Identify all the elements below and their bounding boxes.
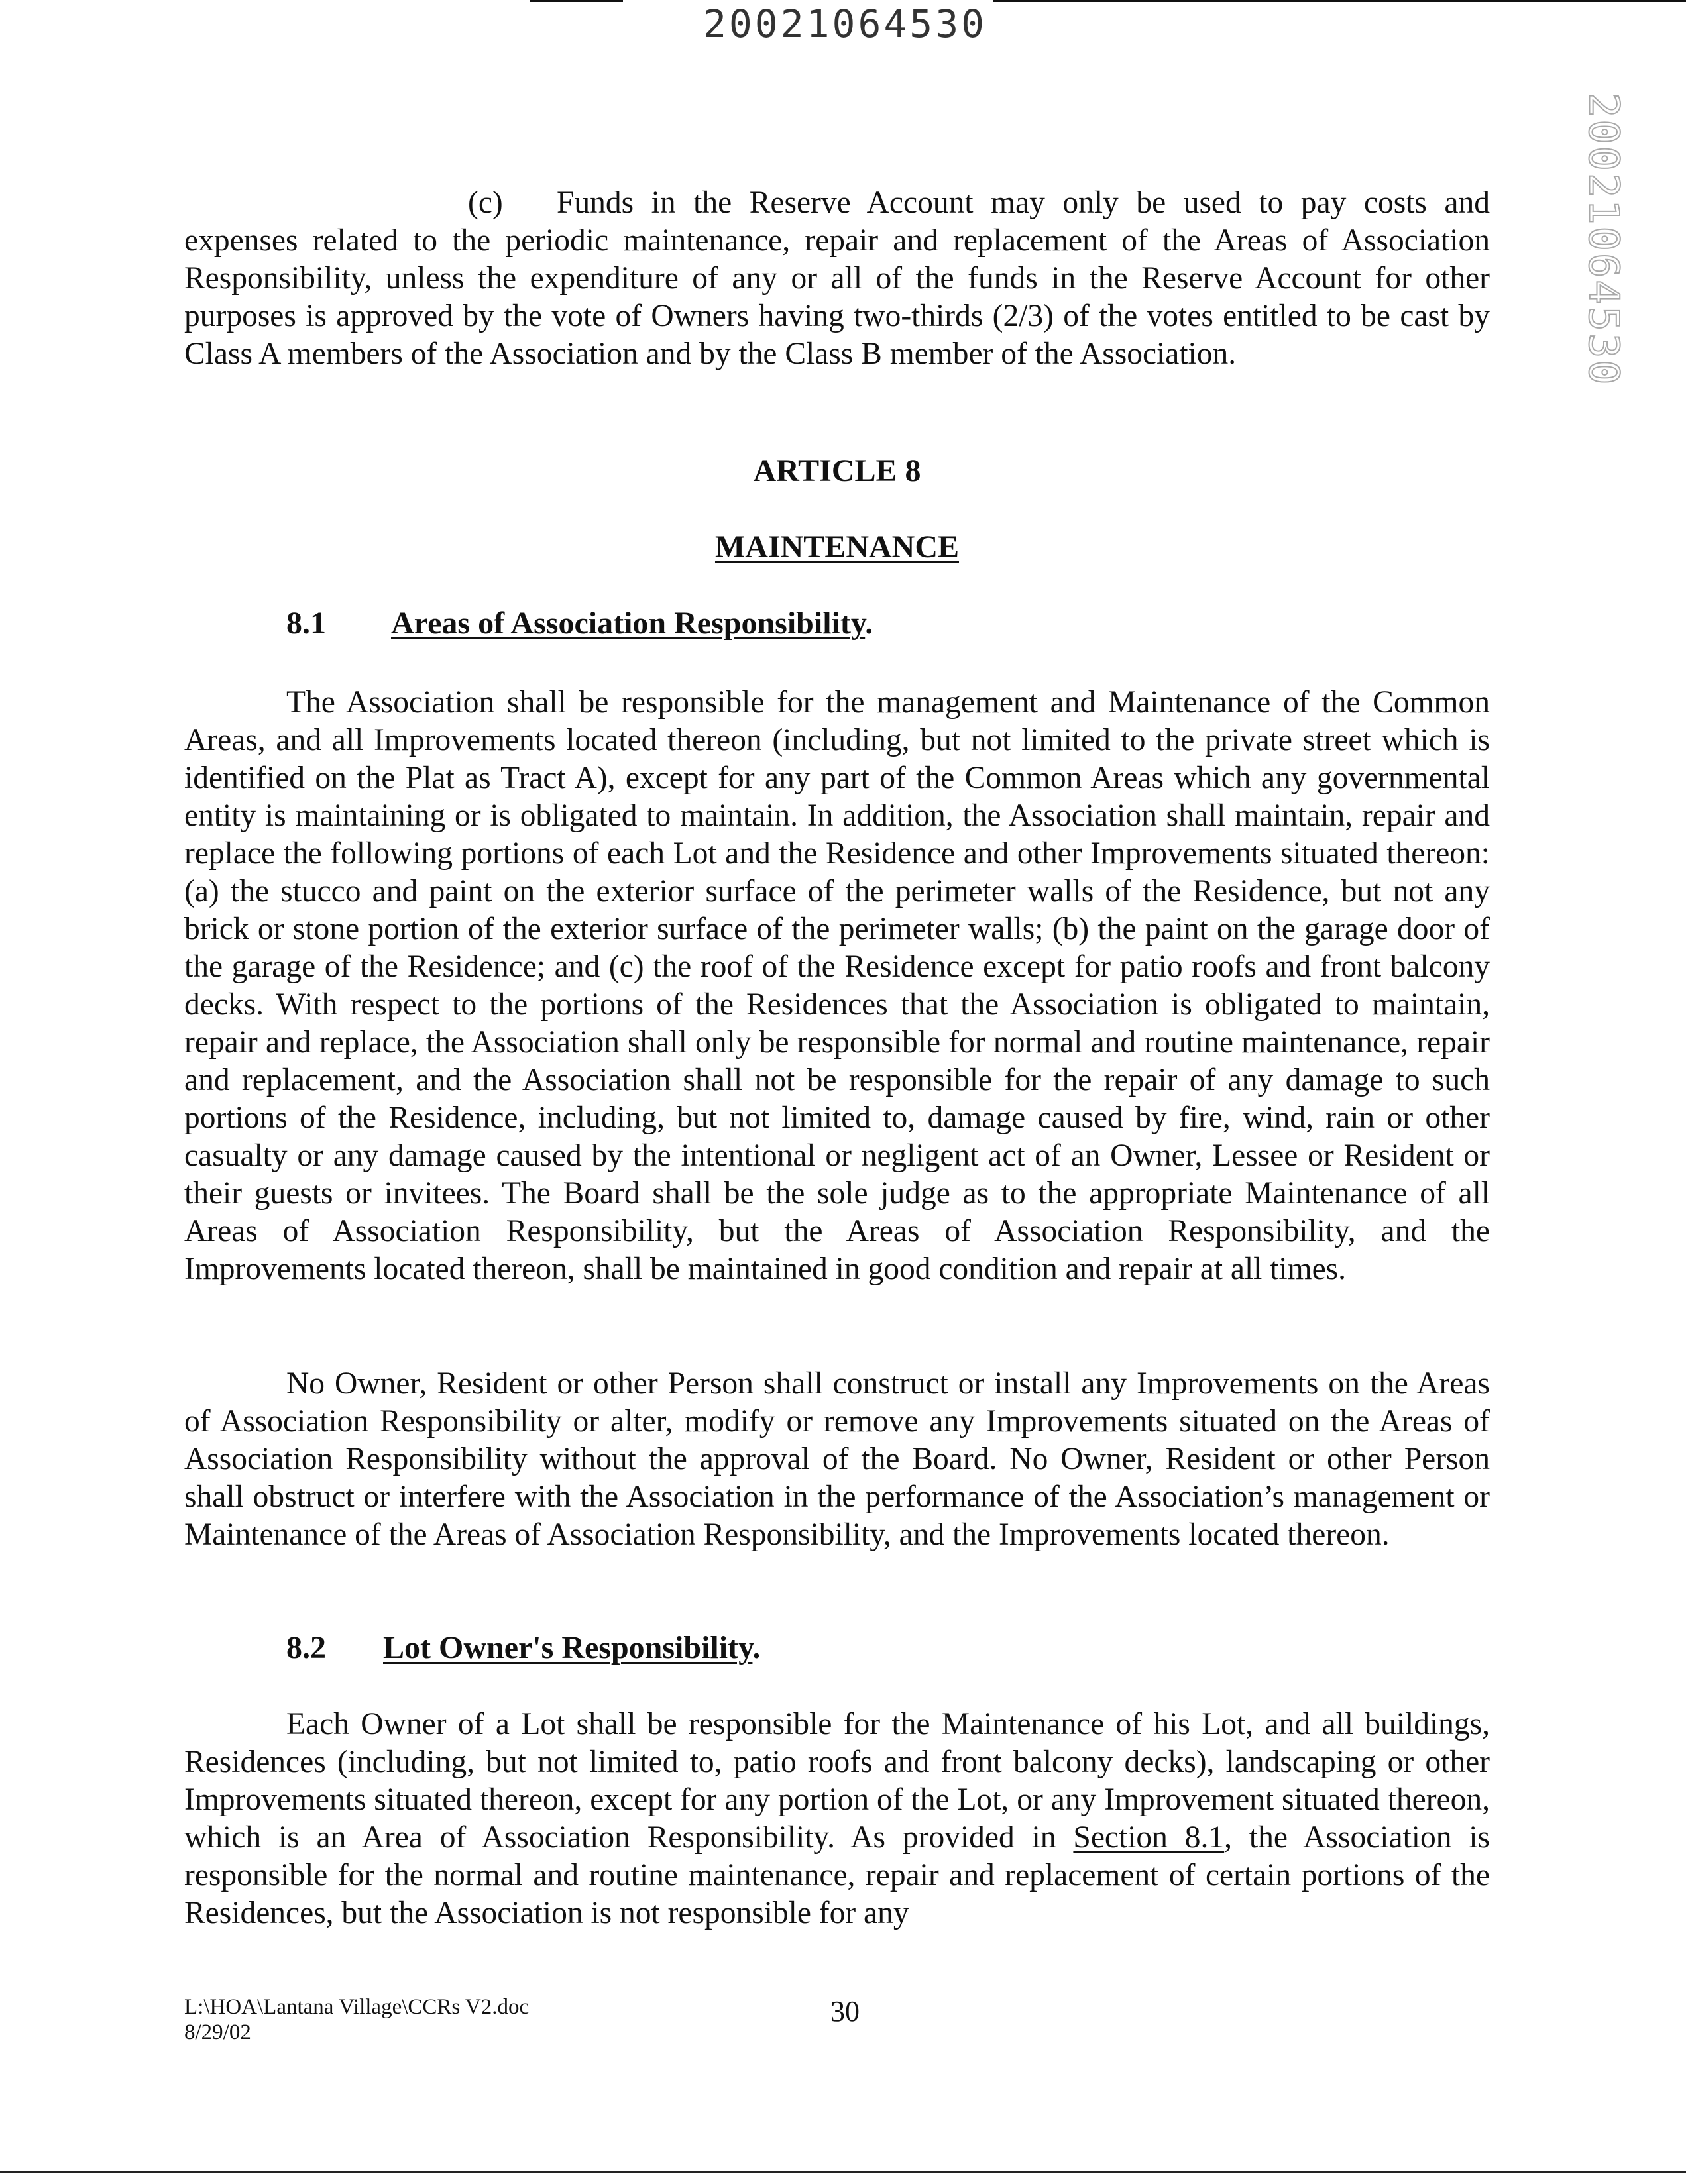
paragraph-c-label: (c) — [468, 186, 503, 220]
section-8-2-paragraph-end: , the Association is responsible for the normal and routine maintenance, repair and replacement of certain portions of the Residences, but the Association is not responsible for any — [184, 1820, 1490, 1930]
section-8-1-title: Areas of Association Responsibility — [391, 606, 866, 641]
paragraph-c-body: Funds in the Reserve Account may only be used to pay costs and expenses related to the periodic maintenance, repair and replacement of the Areas of Association Responsibility, unless the expenditure of any or all of the funds in the Reserve Account for other purposes is approved by the vote of Owners having two-thirds (2/3) of the votes entitled to be cast by Class A members of the Association and by the Class B member of the Association. — [184, 186, 1490, 371]
recording-number: 20021064530 — [702, 1, 987, 46]
section-8-2-title: Lot Owner's Responsibility — [383, 1630, 753, 1665]
side-recording-stamp — [1579, 93, 1628, 387]
footer-file-path: L:\HOA\Lantana Village\CCRs V2.doc — [184, 1995, 530, 2019]
section-8-2-paragraph-start: Each Owner of a Lot shall be responsible for the Maintenance of his Lot, and all buildings, Residences (including, but not limited to, patio roofs and front balcony decks), landscaping or other Improvements situated thereon, except for any portion of the Lot, or any Improvement situated thereon, which is an Area of Association Responsibility. As provided in — [184, 1707, 1490, 1855]
top-rule-left — [530, 0, 623, 2]
section-8-2-heading — [286, 1629, 760, 1666]
section-8-1-paragraph-2: No Owner, Resident or other Person shall construct or install any Improvements on the Areas of Association Responsibility or alter, modify or remove any Improvements situated on the Areas of Association Responsibility without the approval of the Board. No Owner, Resident or other Person shall obstruct or interfere with the Association in the performance of the Association’s management or Maintenance of the Areas of Association Responsibility, and the Improvements located thereon. — [184, 1366, 1490, 1552]
paragraph-c — [184, 184, 1490, 373]
section-8-1-paragraph-1: The Association shall be responsible for the management and Maintenance of the Common Areas, and all Improvements located thereon (including, but not limited to the private street which is identified on the Plat as Tract A), except for any part of the Common Areas which any governmental entity is maintaining or is obligated to maintain. In addition, the Association shall maintain, repair and replace the following portions of each Lot and the Residence and other Improvements situated thereon: (a) the stucco and paint on the exterior surface of the perimeter walls of the Residence, but not any brick or stone portion of the exterior surface of the perimeter walls; (b) the paint on the garage door of the garage of the Residence; and (c) the roof of the Residence except for patio roofs and front balcony decks. With respect to the portions of the Residences that the Association is obligated to maintain, repair and replace, the Association shall only be responsible for normal and routine maintenance, repair and replacement, and the Association shall not be responsible for the repair of any damage to such portions of the Residence, including, but not limited to, damage caused by fire, wind, rain or other casualty or any damage caused by the intentional or negligent act of an Owner, Lessee or Resident or their guests or invitees. The Board shall be the sole judge as to the appropriate Maintenance of all Areas of Association Responsibility, but the Areas of Association Responsibility, and the Improvements located thereon, shall be maintained in good condition and repair at all times. — [184, 685, 1490, 1286]
side-stamp-text: 20021064530 — [1579, 93, 1628, 387]
article-title — [184, 528, 1490, 566]
bottom-rule — [0, 2171, 1686, 2173]
page-number: 30 — [830, 1995, 860, 2028]
section-8-1-number: 8.1 — [286, 606, 326, 641]
section-8-1-reference-link[interactable]: Section 8.1 — [1073, 1820, 1225, 1855]
article-number: ARTICLE 8 — [753, 453, 921, 488]
section-8-2-paragraph — [184, 1706, 1490, 1932]
footer-date: 8/29/02 — [184, 2020, 251, 2044]
top-rule-right — [993, 0, 1686, 2]
section-8-1-title-end: . — [865, 606, 873, 641]
section-8-1-heading — [286, 604, 873, 642]
section-8-2-number: 8.2 — [286, 1630, 326, 1665]
section-8-2-title-end: . — [752, 1630, 761, 1665]
article-title-text: MAINTENANCE — [714, 529, 959, 565]
footer-file-info — [184, 1994, 529, 2045]
